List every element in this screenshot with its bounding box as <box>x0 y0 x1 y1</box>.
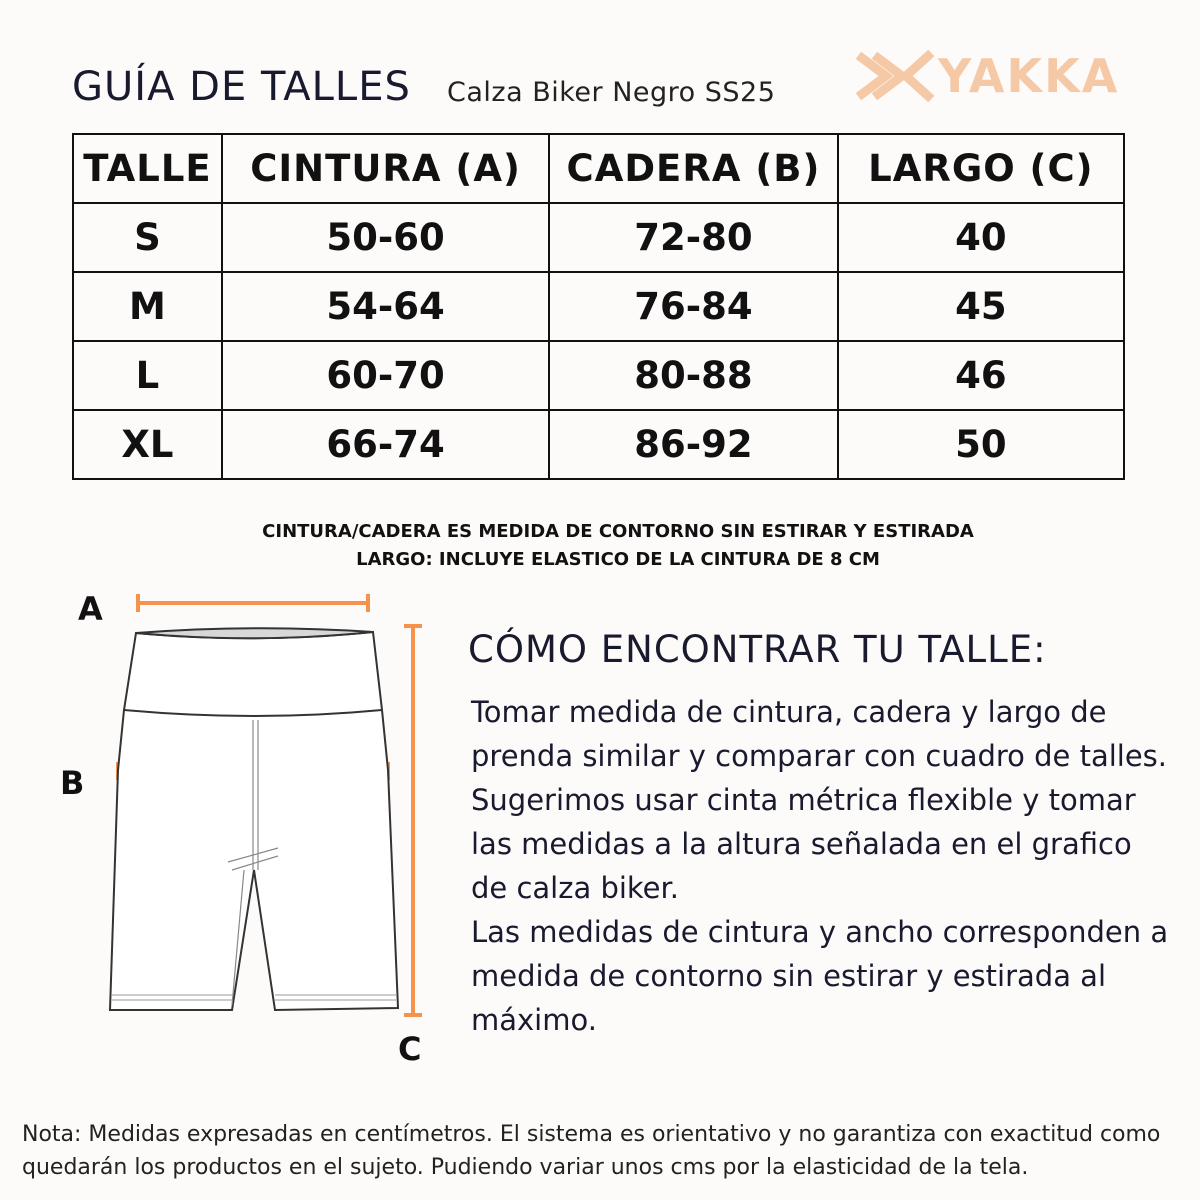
biker-shorts-icon <box>0 0 460 1080</box>
label-c: C <box>398 1030 422 1068</box>
waist-cell: 66-74 <box>222 410 549 479</box>
logo-x-icon <box>856 50 936 102</box>
note-contour: CINTURA/CADERA ES MEDIDA DE CONTORNO SIN ESTIRAR Y ESTIRADA <box>262 521 974 542</box>
hip-cell: 76-84 <box>549 272 837 341</box>
how-to-title: CÓMO ENCONTRAR TU TALLE: <box>468 628 1047 671</box>
label-b: B <box>60 764 85 802</box>
size-cell: XL <box>73 410 222 479</box>
page-title: GUÍA DE TALLES <box>72 64 411 110</box>
waist-cell: 54-64 <box>222 272 549 341</box>
length-cell: 45 <box>838 272 1124 341</box>
size-cell: L <box>73 341 222 410</box>
size-cell: S <box>73 203 222 272</box>
length-cell: 40 <box>838 203 1124 272</box>
brand-logo <box>856 50 1152 102</box>
header-largo: LARGO (C) <box>838 134 1124 203</box>
brand-logo-text: YAKKA <box>938 49 1120 103</box>
how-to-paragraph-1: Tomar medida de cintura, cadera y largo de prenda similar y comparar con cuadro de talles. Sugerimos usar cinta métrica flexible y tomar las medidas a la altura señalada en el grafico de calza biker. <box>471 695 1168 905</box>
hip-cell: 72-80 <box>549 203 837 272</box>
header-cintura: CINTURA (A) <box>222 134 549 203</box>
how-to-body <box>471 690 1171 1042</box>
disclaimer-note: Nota: Medidas expresadas en centímetros. El sistema es orientativo y no garantiza con exactitud como quedarán los productos en el sujeto. Pudiendo variar unos cms por la elasticidad de la tela. <box>22 1122 1161 1180</box>
note-length: LARGO: INCLUYE ELASTICO DE LA CINTURA DE 8 CM <box>356 549 880 570</box>
shorts-outline <box>110 632 398 1010</box>
size-cell: M <box>73 272 222 341</box>
length-cell: 50 <box>838 410 1124 479</box>
waist-cell: 50-60 <box>222 203 549 272</box>
label-a: A <box>78 590 103 628</box>
length-cell: 46 <box>838 341 1124 410</box>
product-name: Calza Biker Negro SS25 <box>447 77 776 108</box>
header-cadera: CADERA (B) <box>549 134 837 203</box>
how-to-paragraph-2: Las medidas de cintura y ancho corresponden a medida de contorno sin estirar y estirada al máximo. <box>471 915 1169 1037</box>
hip-cell: 86-92 <box>549 410 837 479</box>
header-talle: TALLE <box>73 134 222 203</box>
waist-cell: 60-70 <box>222 341 549 410</box>
hip-cell: 80-88 <box>549 341 837 410</box>
